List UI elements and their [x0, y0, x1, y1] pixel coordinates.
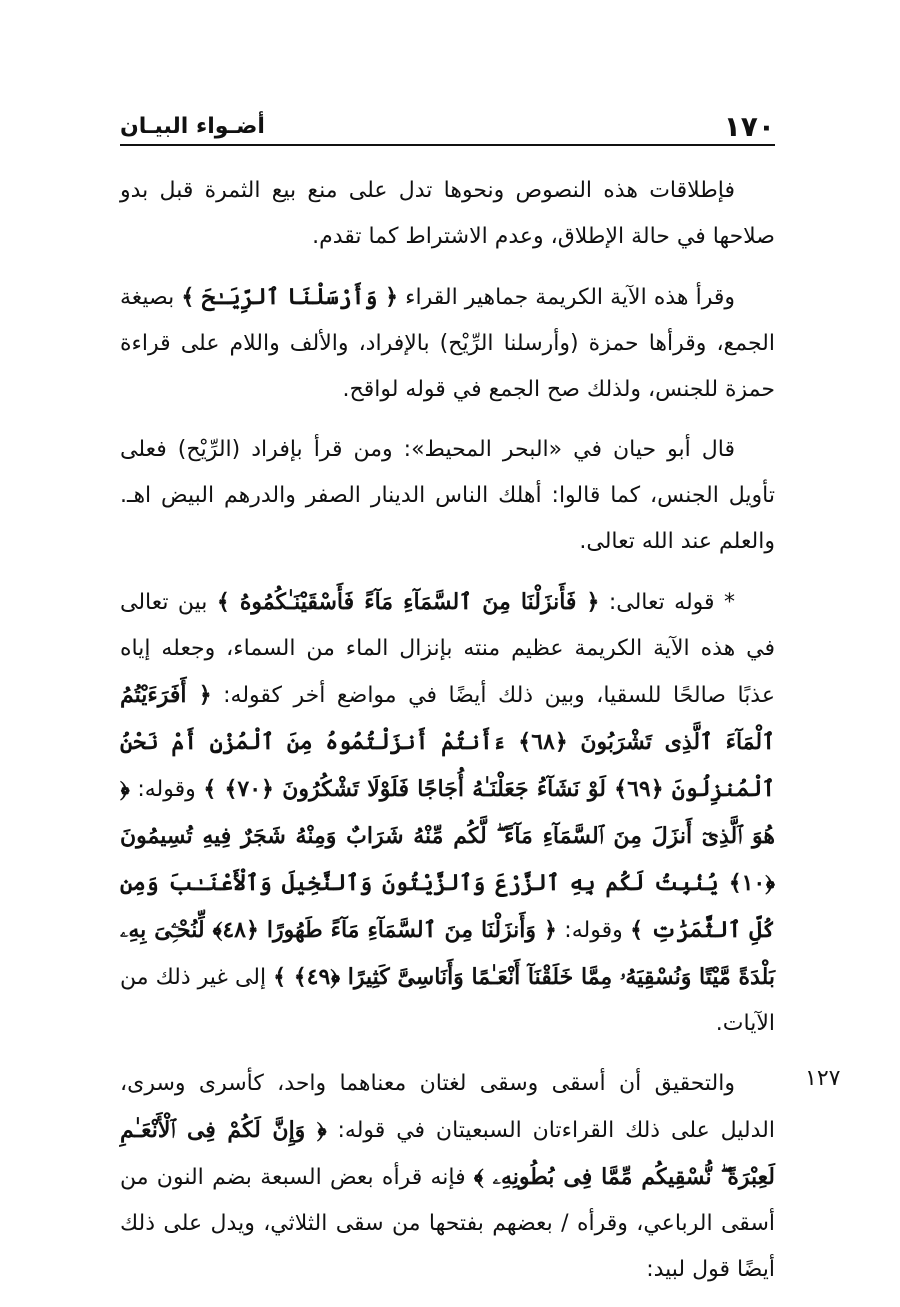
margin-page-reference: ١٢٧: [805, 1066, 841, 1091]
quran-verse: ﴿ وَأَرْسَلْنَا ٱلرِّيَـٰحَ ﴾: [181, 284, 399, 310]
paragraph-text: بين تعالى في هذه الآية الكريمة عظيم منته بإنزال الماء من السماء، وجعله إياه عذبًا صالحًا للسقيا، وبين ذلك أيضًا في مواضع أخر كقوله:: [120, 590, 775, 708]
quran-verse: ﴿ أَفَرَءَيْتُمُ ٱلْمَآءَ ٱلَّذِى تَشْرَبُونَ ﴿٦٨﴾ ءَأَنتُمْ أَنزَلْتُمُوهُ مِنَ ٱلْمُزْنِ أَمْ نَحْنُ ٱلْمُنزِلُونَ ﴿٦٩﴾ لَوْ نَشَآءُ جَعَلْنَـٰهُ أُجَاجًا فَلَوْلَا تَشْكُرُونَ ﴿٧٠﴾ ﴾: [120, 682, 775, 802]
paragraph-3: [120, 427, 775, 565]
paragraph-text: والتحقيق أن أسقى وسقى لغتان معناهما واحد، كأسرى وسرى، الدليل على ذلك القراءتان السبعيتان في قوله:: [120, 1071, 775, 1143]
paragraph-2: [120, 274, 775, 413]
page-header: [120, 108, 775, 146]
paragraph-text: قال أبو حيان في «البحر المحيط»: ومن قرأ بإفراد (الرِّيْح) فعلى تأويل الجنس، كما قالوا: أهلك الناس الدينار الصفر والدرهم البيض اهـ. والعلم عند الله تعالى.: [120, 437, 775, 554]
paragraph-text: بصيغة الجمع، وقرأها حمزة (وأرسلنا الرِّيْح) بالإفراد، والألف واللام على قراءة حمزة للجنس، ولذلك صح الجمع في قوله لواقح.: [120, 285, 775, 402]
paragraph-1: [120, 168, 775, 260]
quran-verse: ﴿ وَأَنزَلْنَا مِنَ ٱلسَّمَآءِ مَآءً طَهُورًا ﴿٤٨﴾ لِّنُحْـِۧىَ بِهِۦ بَلْدَةً مَّيْتًا وَنُسْقِيَهُۥ مِمَّا خَلَقْنَآ أَنْعَـٰمًا وَأَنَاسِىَّ كَثِيرًا ﴿٤٩﴾ ﴾: [120, 917, 775, 990]
quran-verse: ﴿ فَأَنزَلْنَا مِنَ ٱلسَّمَآءِ مَآءً فَأَسْقَيْنَـٰكُمُوهُ ﴾: [216, 589, 600, 615]
book-title: أضـواء البيـان: [120, 113, 265, 139]
paragraph-text: وقوله:: [564, 918, 623, 943]
page-body: [120, 168, 775, 1307]
paragraph-text: إلى غير ذلك من الآيات.: [120, 965, 775, 1036]
paragraph-text: * قوله تعالى:: [608, 590, 735, 615]
quran-verse: ﴿ هُوَ ٱلَّذِىٓ أَنزَلَ مِنَ ٱلسَّمَآءِ مَآءً ۖ لَّكُم مِّنْهُ شَرَابٌ وَمِنْهُ شَجَرٌ فِيهِ تُسِيمُونَ ﴿١٠﴾ يُنۢبِتُ لَكُم بِهِ ٱلزَّرْعَ وَٱلزَّيْتُونَ وَٱلنَّخِيلَ وَٱلْأَعْنَـٰبَ وَمِن كُلِّ ٱلثَّمَرَٰتِ ﴾: [120, 776, 775, 943]
page-number: ١٧٠: [723, 109, 775, 143]
paragraph-4: [120, 579, 775, 1047]
paragraph-text: فإنه قرأه بعض السبعة بضم النون من أسقى الرباعي، وقرأه / بعضهم بفتحها من سقى الثلاثي، ويدل على ذلك أيضًا قول لبيد:: [120, 1165, 775, 1282]
paragraph-text: وقوله:: [137, 777, 196, 802]
quran-verse: ﴿ وَإِنَّ لَكُمْ فِى ٱلْأَنْعَـٰمِ لَعِبْرَةً ۖ نُّسْقِيكُم مِّمَّا فِى بُطُونِهِۦ ﴾: [120, 1117, 775, 1190]
paragraph-text: وقرأ هذه الآية الكريمة جماهير القراء: [405, 285, 735, 310]
paragraph-5: [120, 1061, 775, 1293]
paragraph-text: فإطلاقات هذه النصوص ونحوها تدل على منع بيع الثمرة قبل بدو صلاحها في حالة الإطلاق، وعدم الاشتراط كما تقدم.: [120, 178, 775, 249]
